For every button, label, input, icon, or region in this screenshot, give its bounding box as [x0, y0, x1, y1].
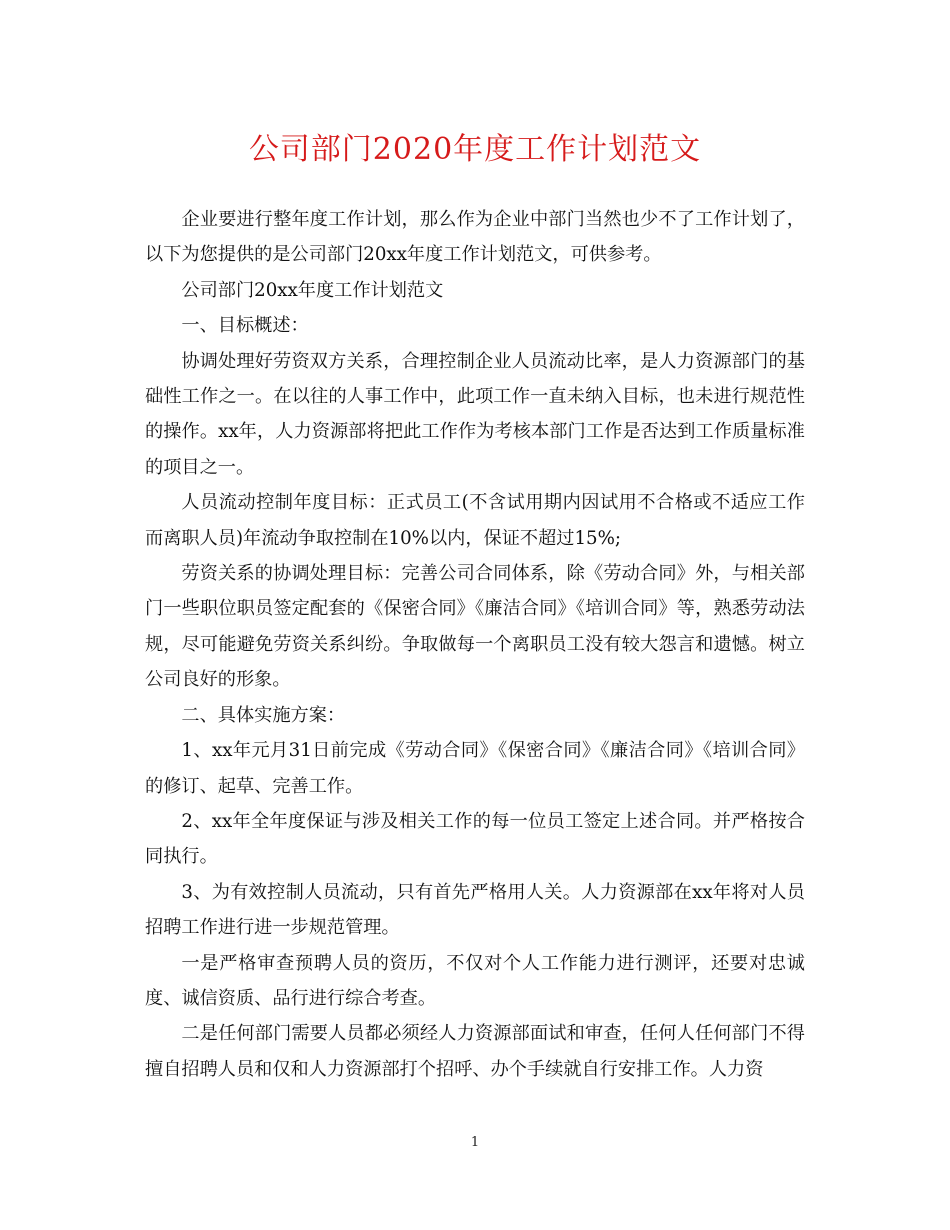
- paragraph-intro: 企业要进行整年度工作计划，那么作为企业中部门当然也少不了工作计划了，以下为您提供的是公司部门20xx年度工作计划范文，可供参考。: [145, 209, 805, 266]
- plan-point-2: 二是任何部门需要人员都必须经人力资源部面试和审查，任何人任何部门不得擅自招聘人员和仅和人力资源部打个招呼、办个手续就自行安排工作。人力资: [145, 1023, 805, 1080]
- plan-point-1: 一是严格审查预聘人员的资历，不仅对个人工作能力进行测评，还要对忠诚度、诚信资质、品行进行综合考查。: [145, 952, 805, 1009]
- document-title: 公司部门2020年度工作计划范文: [248, 132, 702, 167]
- paragraph-turnover-target: 人员流动控制年度目标：正式员工(不含试用期内因试用不合格或不适应工作而离职人员)年流动争取控制在10%以内，保证不超过15%;: [145, 492, 805, 549]
- document-body: [145, 202, 805, 1087]
- plan-item-1: 1、xx年元月31日前完成《劳动合同》《保密合同》《廉洁合同》《培训合同》的修订、起草、完善工作。: [145, 740, 805, 797]
- plan-item-3: 3、为有效控制人员流动，只有首先严格用人关。人力资源部在xx年将对人员招聘工作进行进一步规范管理。: [145, 881, 805, 939]
- paragraph-goals: 协调处理好劳资双方关系，合理控制企业人员流动比率，是人力资源部门的基础性工作之一。在以往的人事工作中，此项工作一直未纳入目标，也未进行规范性的操作。xx年，人力资源部将把此工作作为考核本部门工作是否达到工作质量标准的项目之一。: [145, 350, 805, 478]
- paragraph-subtitle: 公司部门20xx年度工作计划范文: [181, 279, 444, 301]
- section-heading-goals: 一、目标概述：: [181, 315, 309, 337]
- page-number: 1: [470, 1135, 480, 1150]
- plan-item-2: 2、xx年全年度保证与涉及相关工作的每一位员工签定上述合同。并严格按合同执行。: [145, 810, 805, 868]
- section-heading-plan: 二、具体实施方案：: [181, 704, 346, 726]
- paragraph-labor-relations: 劳资关系的协调处理目标：完善公司合同体系，除《劳动合同》外，与相关部门一些职位职员签定配套的《保密合同》《廉洁合同》《培训合同》等，熟悉劳动法规，尽可能避免劳资关系纠纷。争取做每一个离职员工没有较大怨言和遗憾。树立公司良好的形象。: [145, 563, 805, 691]
